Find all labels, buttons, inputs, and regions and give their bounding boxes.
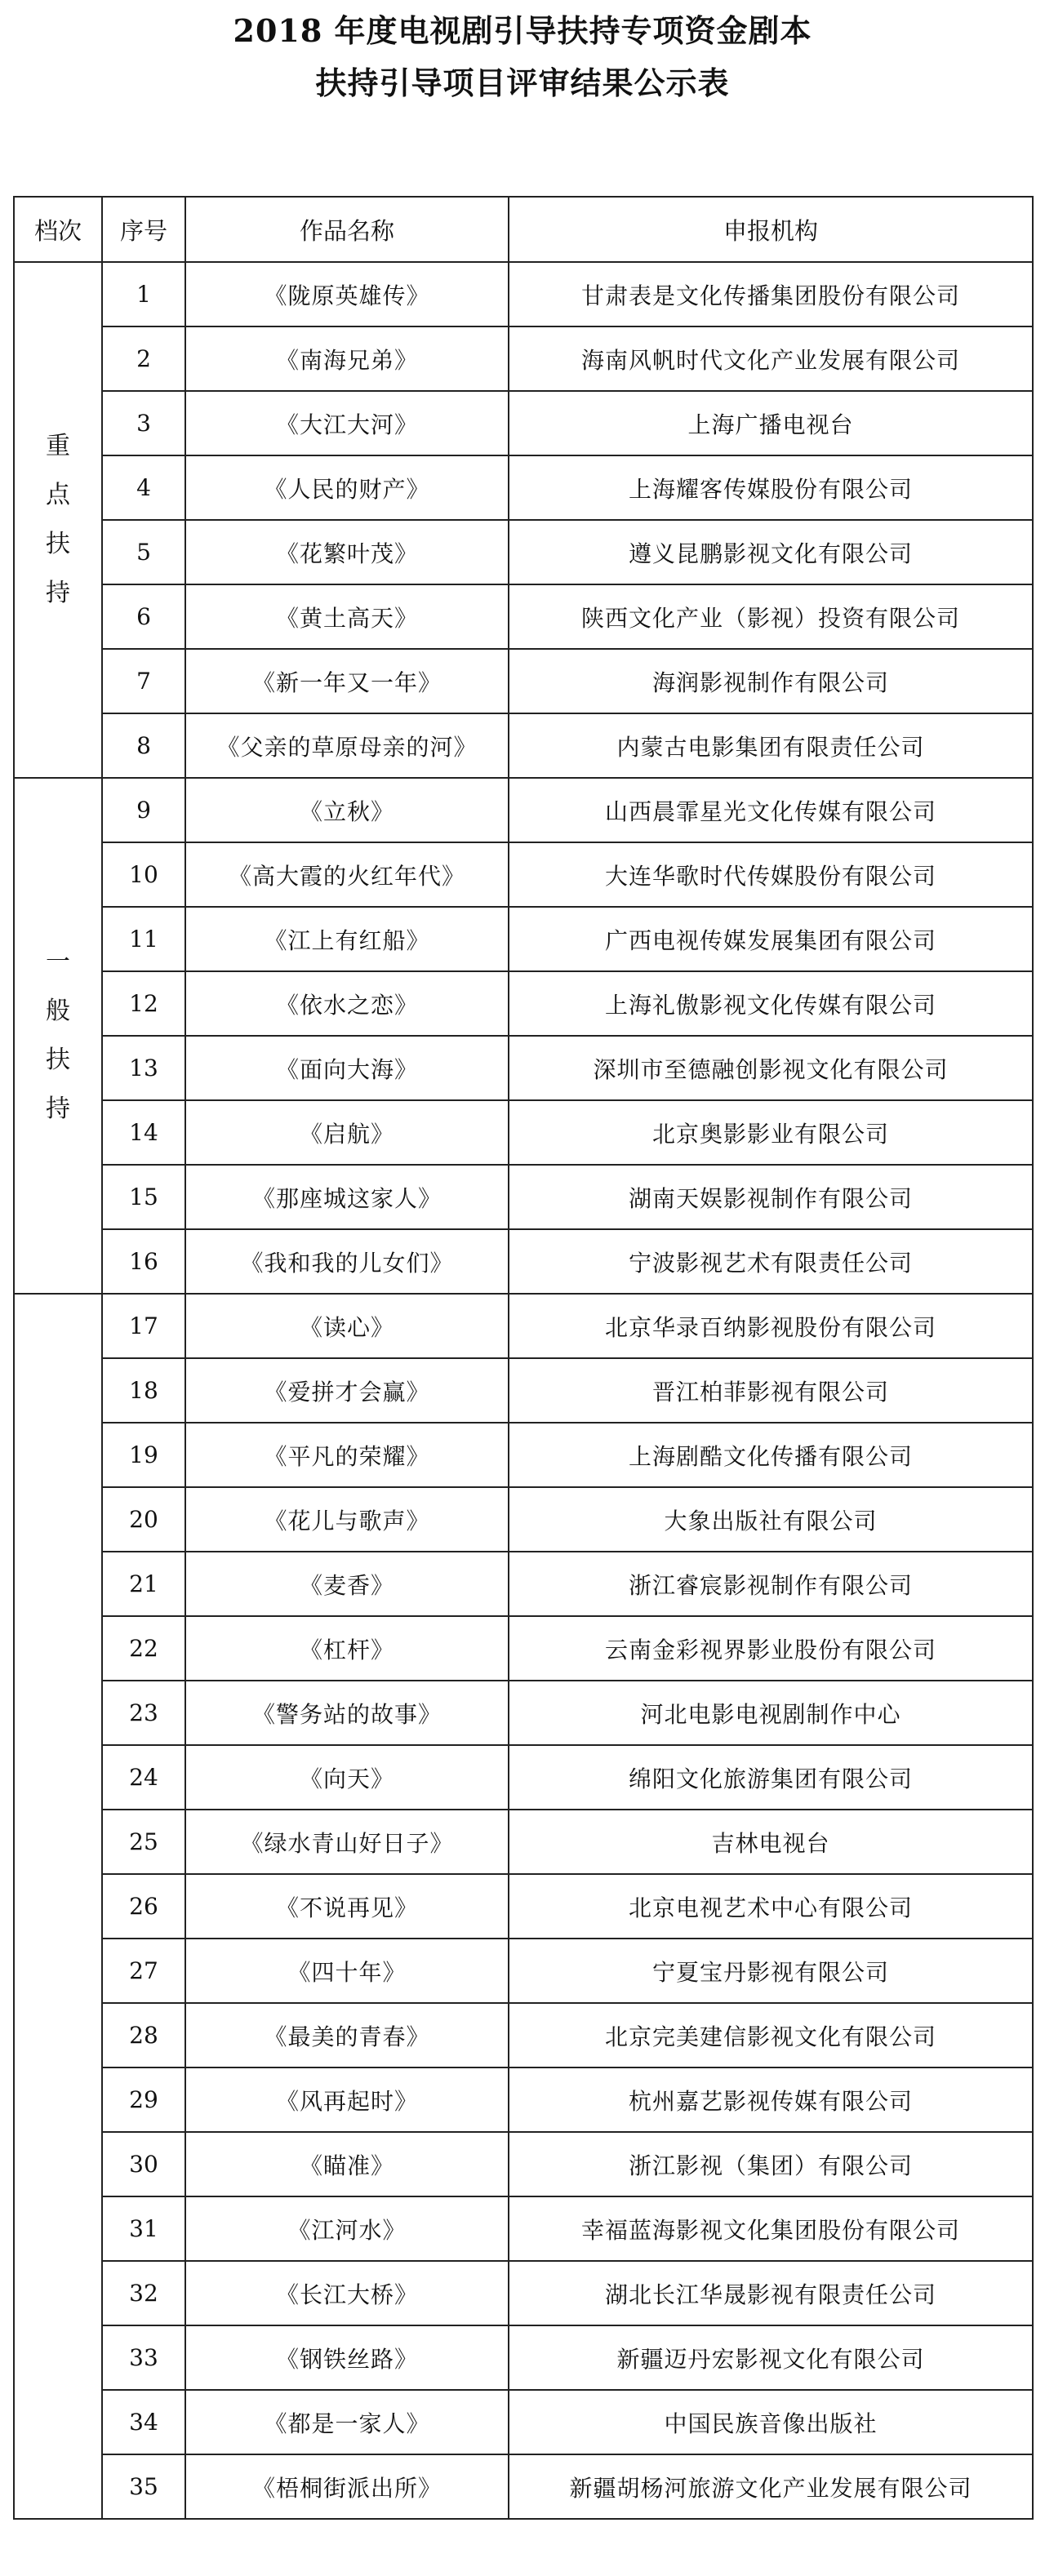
work-title-cell: 《都是一家人》	[185, 2390, 509, 2454]
organization-cell: 中国民族音像出版社	[509, 2390, 1033, 2454]
work-title-cell: 《花繁叶茂》	[185, 520, 509, 584]
work-title-cell: 《新一年又一年》	[185, 649, 509, 713]
organization-cell: 遵义昆鹏影视文化有限公司	[509, 520, 1033, 584]
organization-cell: 绵阳文化旅游集团有限公司	[509, 1745, 1033, 1810]
organization-cell: 上海耀客传媒股份有限公司	[509, 455, 1033, 520]
table-row	[14, 1487, 1033, 1552]
tier-cell	[14, 262, 102, 778]
table-row	[14, 2261, 1033, 2325]
organization-cell: 上海礼傲影视文化传媒有限公司	[509, 971, 1033, 1036]
header-index: 序号	[102, 197, 185, 262]
index-cell: 9	[102, 778, 185, 842]
organization-cell: 宁波影视艺术有限责任公司	[509, 1229, 1033, 1294]
organization-cell: 上海剧酷文化传播有限公司	[509, 1423, 1033, 1487]
organization-cell: 湖南天娱影视制作有限公司	[509, 1165, 1033, 1229]
index-cell: 31	[102, 2196, 185, 2261]
table-row	[14, 262, 1033, 326]
index-cell: 29	[102, 2067, 185, 2132]
work-title-cell: 《最美的青春》	[185, 2003, 509, 2067]
table-row	[14, 1681, 1033, 1745]
work-title-cell: 《四十年》	[185, 1939, 509, 2003]
tier-label: 重点扶持	[46, 432, 70, 607]
document-title-line2: 扶持引导项目评审结果公示表	[315, 64, 730, 101]
table-row	[14, 391, 1033, 455]
work-title-cell: 《那座城这家人》	[185, 1165, 509, 1229]
tier-label: 一般扶持	[46, 948, 70, 1123]
work-title-cell: 《风再起时》	[185, 2067, 509, 2132]
table-row	[14, 1229, 1033, 1294]
organization-cell: 甘肃表是文化传播集团股份有限公司	[509, 262, 1033, 326]
organization-cell: 北京华录百纳影视股份有限公司	[509, 1294, 1033, 1358]
table-row	[14, 1616, 1033, 1681]
table-header	[14, 197, 1033, 262]
table-row	[14, 455, 1033, 520]
index-cell: 18	[102, 1358, 185, 1423]
table-row	[14, 1165, 1033, 1229]
index-cell: 11	[102, 907, 185, 971]
index-cell: 25	[102, 1810, 185, 1874]
index-cell: 2	[102, 326, 185, 391]
organization-cell: 新疆胡杨河旅游文化产业发展有限公司	[509, 2454, 1033, 2519]
table-row	[14, 2003, 1033, 2067]
table-row	[14, 2454, 1033, 2519]
index-cell: 7	[102, 649, 185, 713]
document-title-line1: 2018 年度电视剧引导扶持专项资金剧本	[233, 12, 812, 49]
table-row	[14, 1939, 1033, 2003]
work-title-cell: 《平凡的荣耀》	[185, 1423, 509, 1487]
table-row	[14, 1423, 1033, 1487]
table-row	[14, 713, 1033, 778]
index-cell: 13	[102, 1036, 185, 1100]
results-table	[13, 196, 1034, 2520]
header-work: 作品名称	[185, 197, 509, 262]
organization-cell: 北京奥影影业有限公司	[509, 1100, 1033, 1165]
table-body	[14, 262, 1033, 2519]
table-row	[14, 2325, 1033, 2390]
index-cell: 19	[102, 1423, 185, 1487]
work-title-cell: 《读心》	[185, 1294, 509, 1358]
work-title-cell: 《依水之恋》	[185, 971, 509, 1036]
table-row	[14, 649, 1033, 713]
index-cell: 27	[102, 1939, 185, 2003]
index-cell: 30	[102, 2132, 185, 2196]
organization-cell: 大象出版社有限公司	[509, 1487, 1033, 1552]
work-title-cell: 《我和我的儿女们》	[185, 1229, 509, 1294]
index-cell: 26	[102, 1874, 185, 1939]
index-cell: 10	[102, 842, 185, 907]
table-row	[14, 520, 1033, 584]
index-cell: 4	[102, 455, 185, 520]
table-row	[14, 1810, 1033, 1874]
table-row	[14, 1874, 1033, 1939]
table-row	[14, 1358, 1033, 1423]
organization-cell: 陕西文化产业（影视）投资有限公司	[509, 584, 1033, 649]
work-title-cell: 《长江大桥》	[185, 2261, 509, 2325]
work-title-cell: 《钢铁丝路》	[185, 2325, 509, 2390]
table-row	[14, 842, 1033, 907]
index-cell: 34	[102, 2390, 185, 2454]
index-cell: 32	[102, 2261, 185, 2325]
work-title-cell: 《警务站的故事》	[185, 1681, 509, 1745]
index-cell: 21	[102, 1552, 185, 1616]
index-cell: 22	[102, 1616, 185, 1681]
index-cell: 15	[102, 1165, 185, 1229]
work-title-cell: 《绿水青山好日子》	[185, 1810, 509, 1874]
tier-cell	[14, 1294, 102, 2519]
work-title-cell: 《江上有红船》	[185, 907, 509, 971]
index-cell: 8	[102, 713, 185, 778]
table-row	[14, 971, 1033, 1036]
work-title-cell: 《麦香》	[185, 1552, 509, 1616]
organization-cell: 内蒙古电影集团有限责任公司	[509, 713, 1033, 778]
index-cell: 35	[102, 2454, 185, 2519]
work-title-cell: 《不说再见》	[185, 1874, 509, 1939]
header-org: 申报机构	[509, 197, 1033, 262]
work-title-cell: 《江河水》	[185, 2196, 509, 2261]
header-row	[14, 197, 1033, 262]
work-title-cell: 《陇原英雄传》	[185, 262, 509, 326]
index-cell: 16	[102, 1229, 185, 1294]
organization-cell: 北京电视艺术中心有限公司	[509, 1874, 1033, 1939]
work-title-cell: 《启航》	[185, 1100, 509, 1165]
table-row	[14, 2390, 1033, 2454]
table-row	[14, 1294, 1033, 1358]
table-row	[14, 2067, 1033, 2132]
organization-cell: 海润影视制作有限公司	[509, 649, 1033, 713]
work-title-cell: 《向天》	[185, 1745, 509, 1810]
work-title-cell: 《黄土高天》	[185, 584, 509, 649]
work-title-cell: 《面向大海》	[185, 1036, 509, 1100]
table-row	[14, 1036, 1033, 1100]
header-tier: 档次	[14, 197, 102, 262]
organization-cell: 杭州嘉艺影视传媒有限公司	[509, 2067, 1033, 2132]
organization-cell: 大连华歌时代传媒股份有限公司	[509, 842, 1033, 907]
organization-cell: 云南金彩视界影业股份有限公司	[509, 1616, 1033, 1681]
organization-cell: 海南风帆时代文化产业发展有限公司	[509, 326, 1033, 391]
organization-cell: 河北电影电视剧制作中心	[509, 1681, 1033, 1745]
index-cell: 3	[102, 391, 185, 455]
index-cell: 23	[102, 1681, 185, 1745]
work-title-cell: 《高大霞的火红年代》	[185, 842, 509, 907]
table-row	[14, 2132, 1033, 2196]
table-row	[14, 1745, 1033, 1810]
index-cell: 33	[102, 2325, 185, 2390]
organization-cell: 幸福蓝海影视文化集团股份有限公司	[509, 2196, 1033, 2261]
table-row	[14, 1100, 1033, 1165]
organization-cell: 湖北长江华晟影视有限责任公司	[509, 2261, 1033, 2325]
table-row	[14, 584, 1033, 649]
work-title-cell: 《梧桐街派出所》	[185, 2454, 509, 2519]
organization-cell: 浙江睿宸影视制作有限公司	[509, 1552, 1033, 1616]
table-row	[14, 778, 1033, 842]
organization-cell: 晋江柏菲影视有限公司	[509, 1358, 1033, 1423]
index-cell: 28	[102, 2003, 185, 2067]
organization-cell: 吉林电视台	[509, 1810, 1033, 1874]
organization-cell: 浙江影视（集团）有限公司	[509, 2132, 1033, 2196]
work-title-cell: 《南海兄弟》	[185, 326, 509, 391]
work-title-cell: 《人民的财产》	[185, 455, 509, 520]
organization-cell: 山西晨霏星光文化传媒有限公司	[509, 778, 1033, 842]
index-cell: 17	[102, 1294, 185, 1358]
organization-cell: 广西电视传媒发展集团有限公司	[509, 907, 1033, 971]
work-title-cell: 《父亲的草原母亲的河》	[185, 713, 509, 778]
organization-cell: 深圳市至德融创影视文化有限公司	[509, 1036, 1033, 1100]
table-row	[14, 907, 1033, 971]
organization-cell: 上海广播电视台	[509, 391, 1033, 455]
work-title-cell: 《花儿与歌声》	[185, 1487, 509, 1552]
index-cell: 5	[102, 520, 185, 584]
index-cell: 6	[102, 584, 185, 649]
index-cell: 12	[102, 971, 185, 1036]
organization-cell: 宁夏宝丹影视有限公司	[509, 1939, 1033, 2003]
table-row	[14, 2196, 1033, 2261]
table-row	[14, 1552, 1033, 1616]
index-cell: 20	[102, 1487, 185, 1552]
work-title-cell: 《瞄准》	[185, 2132, 509, 2196]
index-cell: 14	[102, 1100, 185, 1165]
organization-cell: 新疆迈丹宏影视文化有限公司	[509, 2325, 1033, 2390]
index-cell: 1	[102, 262, 185, 326]
work-title-cell: 《立秋》	[185, 778, 509, 842]
table-row	[14, 326, 1033, 391]
organization-cell: 北京完美建信影视文化有限公司	[509, 2003, 1033, 2067]
work-title-cell: 《杠杆》	[185, 1616, 509, 1681]
index-cell: 24	[102, 1745, 185, 1810]
work-title-cell: 《大江大河》	[185, 391, 509, 455]
work-title-cell: 《爱拼才会赢》	[185, 1358, 509, 1423]
tier-cell	[14, 778, 102, 1294]
